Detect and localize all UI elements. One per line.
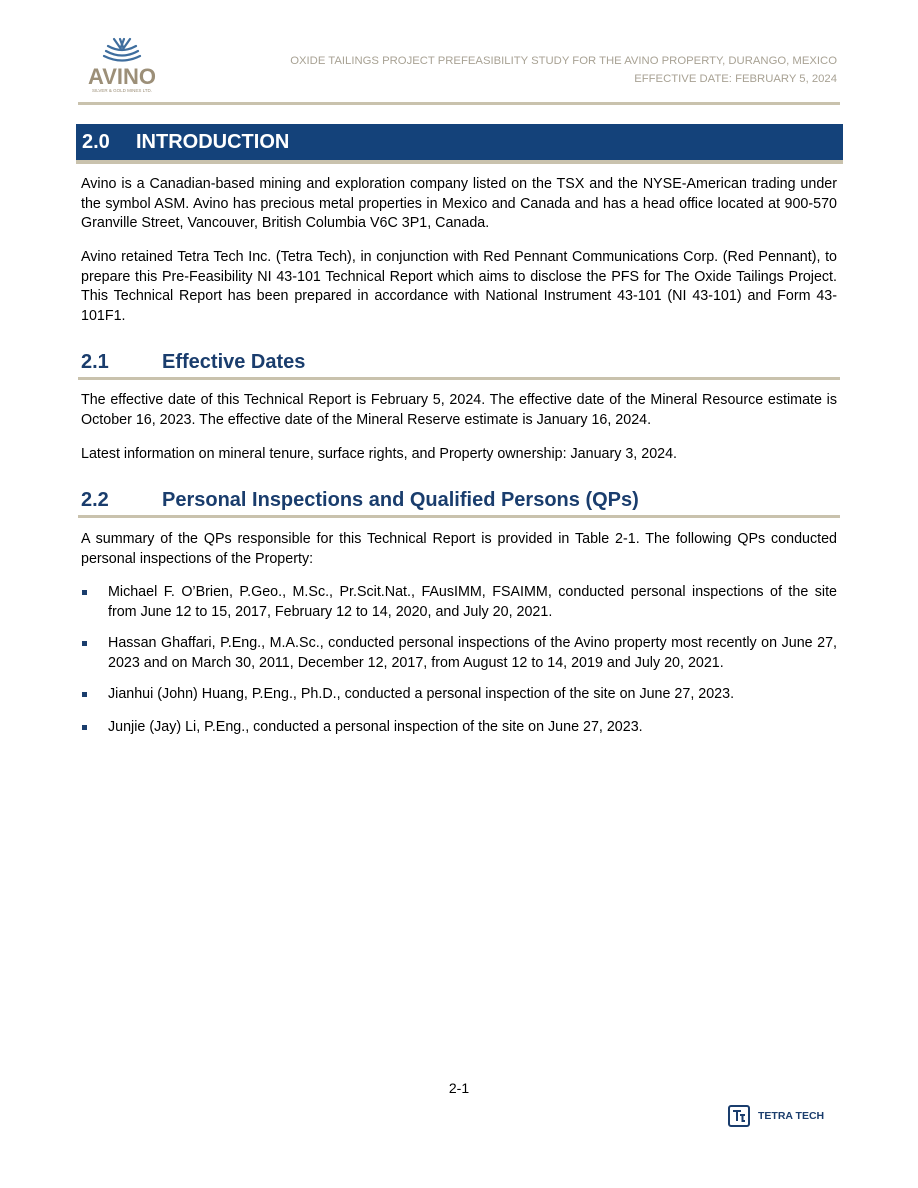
- header-divider: [78, 102, 840, 105]
- tetra-tech-mark-icon: [728, 1105, 750, 1127]
- bullet-icon: [82, 590, 87, 595]
- chapter-heading: [82, 129, 289, 155]
- section-title: Personal Inspections and Qualified Persons (QPs): [162, 489, 639, 511]
- section-heading-2-1: [81, 349, 305, 375]
- list-item: Jianhui (John) Huang, P.Eng., Ph.D., conducted a personal inspection of the site on June 27, 2023.: [108, 686, 735, 702]
- section-title: Effective Dates: [162, 351, 306, 373]
- section-2-1-paragraph-2: Latest information on mineral tenure, surface rights, and Property ownership: January 3, 2024.: [81, 446, 678, 462]
- header-effective-date: EFFECTIVE DATE: FEBRUARY 5, 2024: [634, 73, 837, 85]
- section-divider: [78, 515, 840, 518]
- section-divider: [78, 377, 840, 380]
- page-number: 2-1: [448, 1080, 470, 1096]
- header-title: OXIDE TAILINGS PROJECT PREFEASIBILITY STUDY FOR THE AVINO PROPERTY, DURANGO, MEXICO: [290, 55, 837, 67]
- list-item: Junjie (Jay) Li, P.Eng., conducted a personal inspection of the site on June 27, 2023.: [108, 719, 643, 735]
- bullet-icon: [82, 692, 87, 697]
- section-2-2-paragraph-1: A summary of the QPs responsible for this Technical Report is provided in Table 2-1. The following QPs conducted personal inspections of the Property:: [81, 531, 837, 567]
- list-item: Hassan Ghaffari, P.Eng., M.A.Sc., conducted personal inspections of the Avino property most recently on June 27, 2023 and on March 30, 2011, December 12, 2017, from August 12 to 14, 2019 and July 20, 2021.: [108, 635, 837, 671]
- tetra-tech-wordmark: TETRA TECH: [758, 1110, 825, 1122]
- section-2-1-paragraph-1: The effective date of this Technical Report is February 5, 2024. The effective date of the Mineral Resource estimate is October 16, 2023. The effective date of the Mineral Reserve estimate is January 16, 2024.: [81, 392, 837, 428]
- section-number: 2.2: [81, 489, 109, 511]
- logo-tagline: SILVER & GOLD MINES LTD.: [91, 88, 153, 93]
- bullet-icon: [82, 641, 87, 646]
- section-heading-2-2: [81, 487, 639, 513]
- tetra-tech-logo: [728, 1105, 838, 1131]
- intro-paragraph-2: Avino retained Tetra Tech Inc. (Tetra Tech), in conjunction with Red Pennant Communications Corp. (Red Pennant), to prepare this Pre-Feasibility NI 43-101 Technical Report which aims to disclose the PFS for The Oxide Tailings Project. This Technical Report has been prepared in accordance with National Instrument 43-101 (NI 43-101) and Form 43-101F1.: [81, 249, 837, 324]
- chapter-title: INTRODUCTION: [136, 131, 290, 153]
- bullet-icon: [82, 725, 87, 730]
- chapter-number: 2.0: [82, 131, 110, 153]
- avino-logo: [84, 36, 160, 98]
- logo-wordmark: AVINO: [87, 64, 157, 89]
- chapter-heading-underline: [76, 160, 843, 164]
- avino-logo-mark-icon: [84, 36, 160, 66]
- intro-paragraph-1: Avino is a Canadian-based mining and exploration company listed on the TSX and the NYSE-American trading under the symbol ASM. Avino has precious metal properties in Mexico and Canada and has a head office located at 900-570 Granville Street, Vancouver, British Columbia V6C 3P1, Canada.: [81, 176, 837, 231]
- list-item: Michael F. O’Brien, P.Geo., M.Sc., Pr.Scit.Nat., FAusIMM, FSAIMM, conducted personal inspections of the site from June 12 to 15, 2017, February 12 to 14, 2020, and July 20, 2021.: [108, 584, 837, 620]
- section-number: 2.1: [81, 351, 109, 373]
- running-header: [290, 52, 837, 88]
